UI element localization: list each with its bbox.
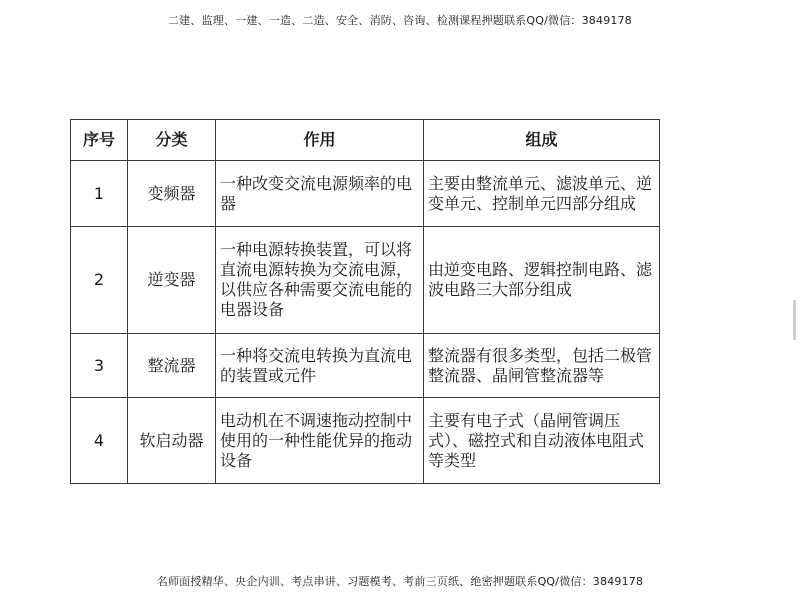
row-function: 一种改变交流电源频率的电器 bbox=[216, 161, 424, 227]
comparison-table bbox=[70, 119, 660, 484]
row-composition: 由逆变电路、逻辑控制电路、滤波电路三大部分组成 bbox=[424, 227, 660, 334]
row-index: 4 bbox=[71, 398, 128, 484]
row-function: 一种将交流电转换为直流电的装置或元件 bbox=[216, 334, 424, 398]
row-index: 2 bbox=[71, 227, 128, 334]
row-category: 软启动器 bbox=[128, 398, 216, 484]
row-composition: 主要有电子式（晶闸管调压式）、磁控式和自动液体电阻式等类型 bbox=[424, 398, 660, 484]
header-composition: 组成 bbox=[424, 120, 660, 161]
row-index: 1 bbox=[71, 161, 128, 227]
table-row bbox=[71, 227, 660, 334]
table-row bbox=[71, 398, 660, 484]
row-category: 整流器 bbox=[128, 334, 216, 398]
row-composition: 整流器有很多类型，包括二极管整流器、晶闸管整流器等 bbox=[424, 334, 660, 398]
footer-banner: 名师面授精华、央企内训、考点串讲、习题模考、考前三页纸、绝密押题联系QQ/微信：3849178 bbox=[156, 575, 644, 588]
row-function: 电动机在不调速拖动控制中使用的一种性能优异的拖动设备 bbox=[216, 398, 424, 484]
header-category: 分类 bbox=[128, 120, 216, 161]
header-function: 作用 bbox=[216, 120, 424, 161]
table-row bbox=[71, 161, 660, 227]
row-composition: 主要由整流单元、滤波单元、逆变单元、控制单元四部分组成 bbox=[424, 161, 660, 227]
table-header-row bbox=[71, 120, 660, 161]
header-index: 序号 bbox=[71, 120, 128, 161]
table-row bbox=[71, 334, 660, 398]
header-banner: 二建、监理、一建、一造、二造、安全、消防、咨询、检测课程押题联系QQ/微信：3849178 bbox=[167, 14, 632, 27]
row-function: 一种电源转换装置，可以将直流电源转换为交流电源，以供应各种需要交流电能的电器设备 bbox=[216, 227, 424, 334]
row-category: 变频器 bbox=[128, 161, 216, 227]
scroll-marker bbox=[793, 300, 796, 340]
row-index: 3 bbox=[71, 334, 128, 398]
row-category: 逆变器 bbox=[128, 227, 216, 334]
